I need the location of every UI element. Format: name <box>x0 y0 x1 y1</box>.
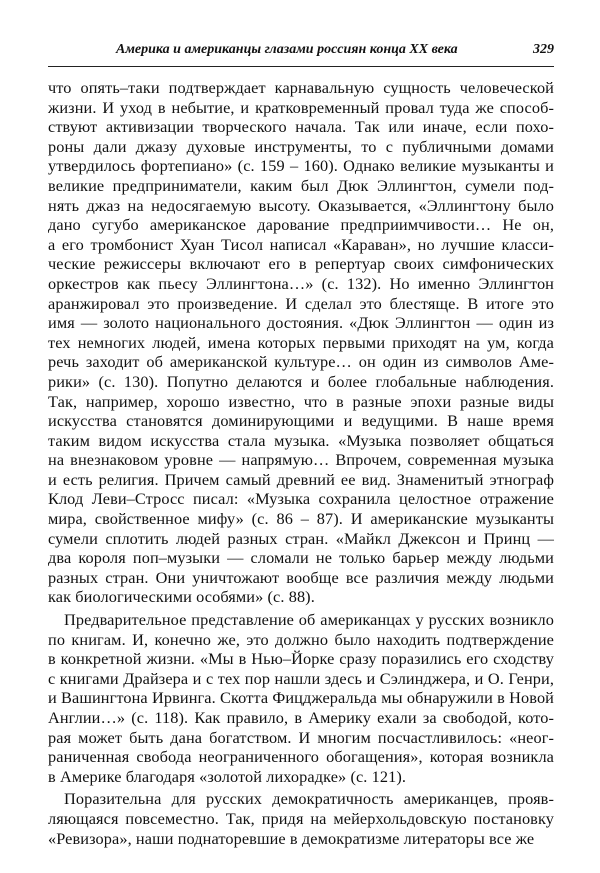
text-line: аранжировал это произведение. И сделал это блестяще. В итоге это <box>48 293 554 313</box>
text-line: роны дали джазу духовые инструменты, то с публичными домами <box>48 136 554 156</box>
text-line: таким видом искусства стала музыка. «Музыка позволяет общаться <box>48 430 554 450</box>
text-line: и есть религия. Причем самый древний ее вид. Знаменитый этнограф <box>48 469 554 489</box>
text-line: Англии…» (с. 118). Как правило, в Америку ехали за свободой, кото- <box>48 708 554 727</box>
text-line: в конкретной жизни. «Мы в Нью–Йорке сразу поразились его сходству <box>48 649 554 669</box>
header-rule <box>48 66 554 67</box>
text-line: Клод Леви–Стросс писал: «Музыка сохранила целостное отражение <box>48 489 554 509</box>
text-line: искусства становятся доминирующими и ведущими. В наше время <box>48 411 554 431</box>
text-line: по книгам. И, конечно же, это должно было находить подтверждение <box>48 629 554 649</box>
text-line: ствуют активизации творческого начала. Так или иначе, если похо- <box>48 117 554 137</box>
text-line: дано сугубо американское дарование предприимчивости… Не он, <box>48 215 554 235</box>
page-number: 329 <box>533 42 554 57</box>
text-line: тех немногих людей, имена которых первыми приходят на ум, когда <box>48 332 554 352</box>
text-line: речь заходит об американской культуре… он один из символов Аме- <box>48 352 554 372</box>
text-line: жизни. И уход в небытие, и кратковременный провал туда же способ- <box>48 97 554 117</box>
text-line: два короля поп–музыки — сломали не только барьер между людьми <box>48 548 554 568</box>
paragraph <box>48 78 554 607</box>
paragraph <box>48 610 554 786</box>
text-line: и Вашингтона Ирвинга. Скотта Фицджеральда мы обнаружили в Новой <box>48 688 554 708</box>
paragraph <box>48 789 554 848</box>
text-line: разных стран. Они уничтожают вообще все различия между людьми <box>48 567 554 587</box>
text-line: ляющаяся повсеместно. Так, придя на мейерхольдовскую постановку <box>48 808 554 828</box>
body-text <box>48 78 554 848</box>
text-line: в Америке благодаря «золотой лихорадке» (с. 121). <box>48 766 407 786</box>
text-line: рики» (с. 130). Попутно делаются и более глобальные наблюдения. <box>48 371 554 391</box>
running-header <box>48 42 554 62</box>
text-line: что опять–таки подтверждает карнавальную сущность человеческой <box>48 78 554 97</box>
text-line: «Ревизора», наши поднаторевшие в демократизме литераторы все же <box>48 828 535 848</box>
text-line: великие предприниматели, каким был Дюк Эллингтон, сумели под- <box>48 175 554 195</box>
text-line: рая может быть дана богатством. И многим посчастливилось: «неог- <box>48 727 554 747</box>
text-line: с книгами Драйзера и с тех пор нашли здесь и Сэлинджера, и О. Генри, <box>48 668 554 688</box>
running-header-title: Америка и американцы глазами россиян конца XX века <box>116 42 458 57</box>
text-line: ческие режиссеры включают его в репертуар своих симфонических <box>48 254 554 274</box>
text-line: утвердилось фортепиано» (с. 159 – 160). Однако великие музыканты и <box>48 156 554 176</box>
text-line: имя — золото национального достояния. «Дюк Эллингтон — один из <box>48 313 554 333</box>
text-line: нять джаз на недосягаемую высоту. Оказывается, «Эллингтону было <box>48 195 554 215</box>
text-line: мира, свойственное мифу» (с. 86 – 87). И американские музыканты <box>48 509 554 529</box>
text-line: Так, например, хорошо известно, что в разные эпохи разные виды <box>48 391 554 411</box>
text-line: раниченная свобода неограниченного обогащения», которая возникла <box>48 747 554 767</box>
text-line: оркестров как пьесу Эллингтона…» (с. 132). Но именно Эллингтон <box>48 273 554 293</box>
text-line: как биологическими особями» (с. 88). <box>48 587 315 607</box>
text-line: сумели сплотить людей разных стран. «Майкл Джексон и Принц — <box>48 528 554 548</box>
text-line: а его тромбонист Хуан Тисол написал «Караван», но лучшие класси- <box>48 234 554 254</box>
text-line: Предварительное представление об американцах у русских возникло <box>64 610 554 630</box>
text-line: на внезнаковом уровне — напрямую… Впрочем, современная музыка <box>48 450 554 470</box>
text-line: Поразительна для русских демократичность американцев, прояв- <box>64 789 554 809</box>
